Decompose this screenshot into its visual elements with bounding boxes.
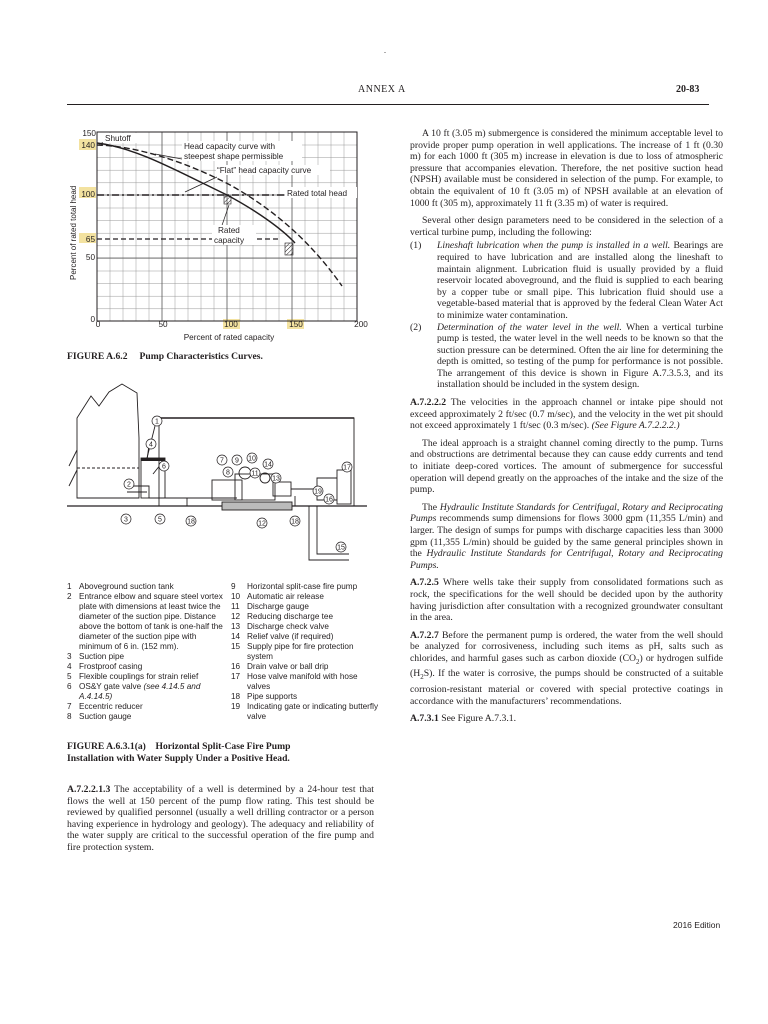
figure-a631-caption: FIGURE A.6.3.1(a) Horizontal Split-Case Fire Pump Installation with Water Supply Under a Positive Head. <box>67 741 291 764</box>
casing-cap <box>141 458 165 461</box>
shutoff-label: Shutoff <box>105 134 131 143</box>
y-tick-100: 100 <box>81 190 95 199</box>
legend-item: 14 Relief valve (if required) <box>231 632 334 641</box>
legend-item: 3 Suction pipe <box>67 652 125 661</box>
x-tick-100: 100 <box>224 320 238 329</box>
suction-tank-outline <box>77 384 139 438</box>
header-rule <box>67 104 709 105</box>
section-a731: A.7.3.1 See Figure A.7.3.1. <box>410 713 517 725</box>
callout-13: 13 <box>272 475 280 483</box>
pump-house <box>159 418 354 506</box>
legend-item: 6 OS&Y gate valve (see 4.14.5 and A.4.14.5) <box>67 682 201 701</box>
callout-4: 4 <box>149 441 153 449</box>
x-tick-200: 200 <box>354 320 368 329</box>
callout-10: 10 <box>248 455 256 463</box>
right-column <box>410 128 723 725</box>
paragraph-ideal-approach: The ideal approach is a straight channel coming directly to the pump. Turns and obstructions are detrimental because they can cause eddy currents and tend to initiate deep-cored vortices. The amount of submergence for successful operation will depend greatly on the approaches of the intake and the size of the pump. <box>410 437 723 496</box>
legend-item: 5 Flexible couplings for strain relief <box>67 672 199 681</box>
legend-item: 15 Supply pipe for fire protection system <box>231 642 354 661</box>
edition-footer: 2016 Edition <box>673 920 721 930</box>
flat-curve-label: “Flat” head capacity curve <box>217 166 312 175</box>
legend-column-b <box>231 582 381 722</box>
y-tick-140: 140 <box>81 141 95 150</box>
legend-item: 17 Hose valve manifold with hose valves <box>231 672 358 691</box>
y-tick-50: 50 <box>85 253 95 262</box>
paragraph-hydraulic-institute: The Hydraulic Institute Standards for Centrifugal, Rotary and Reciprocating Pumps recommends sump dimensions for flows 3000 gpm (11,355 L/min) and larger. The design of sumps for pumps with discharge capacities less than 3000 gpm (11,355 L/min) should be guided by the same general principles shown in the Hydraulic Institute Standards for Centrifugal, Rotary and Reciprocating Pumps. <box>410 501 724 571</box>
legend-item: 18 Pipe supports <box>231 692 298 701</box>
list-item: (1) Lineshaft lubrication when the pump is installed in a well. Bearings are required to have lubrication and are installed along the lineshaft to maintain alignment. Lubrication fluid is usually provided by a fluid reservoir located aboveground, and the fluid is supplied to each bearing by a copper tube or small pipe. This lubrication fluid should use a vegetable-based material that is approved by the federal Clean Water Act to minimize water contamination. <box>410 240 724 321</box>
paragraph-submergence: A 10 ft (3.05 m) submergence is considered the minimum acceptable level to provide proper pump operation in well applications. The increase of 1 ft (0.30 m) for each 1000 ft (305 m) increase in elevation is due to loss of atmospheric pressure that accompanies elevation. Therefore, the net positive suction head (NPSH) available must be considered in selection of the pump. For example, to obtain the equivalent of 10 ft (3.05 m) of NPSH available at an elevation of 1000 ft (305 m), approximately 11 ft (3.35 m) of water is required. <box>410 128 723 209</box>
legend-item: 7 Eccentric reducer <box>67 702 143 711</box>
running-header-annex: ANNEX A <box>358 84 406 95</box>
y-tick-65: 65 <box>85 235 95 244</box>
legend-item: 9 Horizontal split-case fire pump <box>231 582 358 591</box>
callout-6: 6 <box>162 463 166 471</box>
legend-item: 13 Discharge check valve <box>231 622 329 631</box>
callout-8: 8 <box>226 469 230 477</box>
y-axis-label: Percent of rated total head <box>69 185 78 280</box>
callout-18b: 18 <box>291 518 299 526</box>
callout-16: 16 <box>325 496 333 504</box>
legend-item: 8 Suction gauge <box>67 712 132 721</box>
callout-9: 9 <box>235 457 239 465</box>
legend-item: 1 Aboveground suction tank <box>67 582 174 591</box>
page-mark: . <box>384 46 386 55</box>
callout-12: 12 <box>258 520 266 528</box>
legend-item: 10 Automatic air release <box>231 592 324 601</box>
callout-17: 17 <box>343 464 351 472</box>
legend-item: 11 Discharge gauge <box>231 602 309 611</box>
x-tick-150: 150 <box>289 320 303 329</box>
y-tick-150: 150 <box>82 129 96 138</box>
section-a725: A.7.2.5 Where wells take their supply from consolidated formations such as rock, the specifications for the well should be decided upon by the authority having jurisdiction after consultation with a recognized groundwater consultant in the area. <box>410 577 724 624</box>
callout-7: 7 <box>220 457 224 465</box>
legend-item: 16 Drain valve or ball drip <box>231 662 329 671</box>
page-number: 20-83 <box>676 84 700 95</box>
x-axis-label: Percent of rated capacity <box>183 333 275 342</box>
legend-item: 19 Indicating gate or indicating butterfly valve <box>231 702 379 721</box>
paragraph: The acceptability of a well is determined by a 24-hour test that flows the well at 150 percent of the pump flow rating. This test should be reviewed by qualified personnel (usually a well drilling contractor or a person having experience in hydrology and geology). The adequacy and reliability of the water supply are critical to the successful operation of the fire pump and fire protection system. <box>67 784 374 853</box>
rated-head-label: Rated total head <box>287 189 348 198</box>
callout-3: 3 <box>124 516 128 524</box>
callout-14: 14 <box>264 461 272 469</box>
section-a727: A.7.2.7 Before the permanent pump is ordered, the water from the well should be analyzed for corrosiveness, including such items as pH, salts such as chlorides, and harmful gases such as carbon dioxide $(CO_2)$ or hydrogen sulfide $(H_2S)$. If the water is corrosive, the pumps should be constructed of a suitable corrosion-resistant material or covered with special protective coatings in accordance with the manufacturers’ recommendations. <box>410 629 723 707</box>
x-tick-0: 0 <box>95 320 101 329</box>
section-a7222: A.7.2.2.2 The velocities in the approach channel or intake pipe should not exceed approximately 2 ft/sec (0.7 m/sec), and the velocity in the wet pit should not exceed approximately 1 ft/sec (0.3 m/sec). (See Figure A.7.2.2.2.) <box>410 397 723 432</box>
section-number: A.7.2.2.1.3 <box>67 784 111 795</box>
x-tick-50: 50 <box>158 320 168 329</box>
callout-5: 5 <box>158 516 162 524</box>
callout-15: 15 <box>337 544 345 552</box>
rated-capacity-label-2: capacity <box>214 236 245 245</box>
legend-column-a <box>67 582 227 722</box>
callout-18a: 18 <box>187 518 195 526</box>
paragraph-design-parameters: Several other design parameters need to be considered in the selection of a vertical turbine pump, including the following: <box>410 215 723 238</box>
pump-characteristics-chart <box>67 126 377 346</box>
y-tick-0: 0 <box>90 315 95 324</box>
legend-item: 2 Entrance elbow and square steel vortex plate with dimensions at least twice the diameter of the suction pipe. Distance above the bottom of tank is one-half the diameter of the suction pipe with minimum of 6 in. (152 mm). <box>67 592 223 651</box>
steep-curve-label-2: steepest shape permissible <box>184 152 284 161</box>
section-a72213 <box>67 784 374 854</box>
callout-2: 2 <box>127 481 131 489</box>
callout-19: 19 <box>314 488 322 496</box>
fire-pump-installation-diagram <box>67 378 367 578</box>
steep-curve-label-1: Head capacity curve with <box>184 142 276 151</box>
callout-1: 1 <box>155 418 159 426</box>
rated-capacity-label-1: Rated <box>218 226 240 235</box>
list-item: (2) Determination of the water level in the well. When a vertical turbine pump is tested, the water level in the well needs to be known so that the suction pressure can be determined. Often the air line for determining the depth is omitted, so testing of the pump for performance is not possible. The arrangement of this device is shown in Figure A.7.3.5.3, and its installation should be included in the system design. <box>410 321 723 391</box>
legend-item: 4 Frostproof casing <box>67 662 143 671</box>
legend-item: 12 Reducing discharge tee <box>231 612 334 621</box>
figure-a62-caption: FIGURE A.6.2 Pump Characteristics Curves. <box>67 351 263 362</box>
callout-11: 11 <box>251 470 259 478</box>
